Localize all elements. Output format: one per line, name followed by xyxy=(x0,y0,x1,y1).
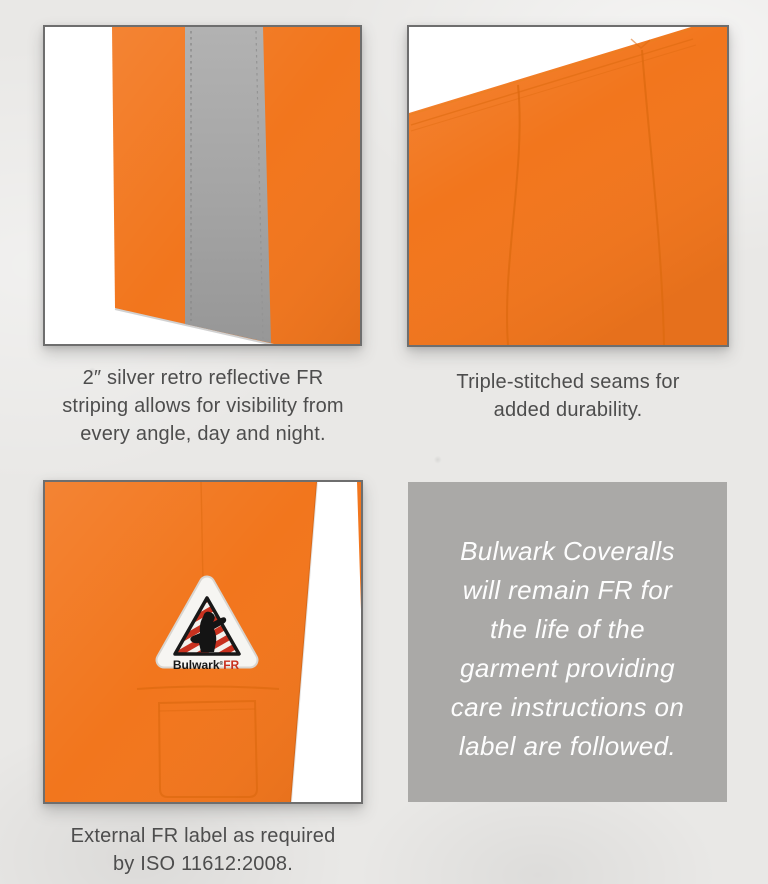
reflective-striping-illustration xyxy=(45,27,360,344)
caption-reflective-striping xyxy=(33,364,373,448)
patch-reg-mark: ® xyxy=(219,661,224,667)
caption-line: by ISO 11612:2008. xyxy=(112,853,294,875)
caption-line: every angle, day and night. xyxy=(80,423,326,445)
patch-fr-text: FR xyxy=(223,658,240,672)
silver-reflective-stripe xyxy=(185,27,271,343)
fr-label-illustration xyxy=(45,482,361,802)
quote-line: garment providing xyxy=(460,653,675,683)
fr-guarantee-note xyxy=(408,482,727,802)
caption-line: Triple-stitched seams for xyxy=(456,371,680,393)
caption-line: added durability. xyxy=(493,399,643,421)
quote-line: care instructions on xyxy=(450,692,685,722)
caption-line: External FR label as required xyxy=(70,825,336,847)
triple-stitched-seams-photo xyxy=(407,25,729,347)
quote-line: the life of the xyxy=(490,614,645,644)
caption-line: 2″ silver retro reflective FR xyxy=(82,367,324,389)
quote-line: will remain FR for xyxy=(462,575,673,605)
caption-external-fr-label xyxy=(33,822,373,878)
caption-line: striping allows for visibility from xyxy=(62,395,344,417)
seams-illustration xyxy=(409,27,727,345)
external-fr-label-photo xyxy=(43,480,363,804)
patch-wordmark xyxy=(173,658,240,672)
reflective-striping-photo xyxy=(43,25,362,346)
patch-brand-text: Bulwark xyxy=(172,658,220,672)
quote-line: Bulwark Coveralls xyxy=(460,536,675,566)
caption-triple-stitched-seams xyxy=(398,368,738,424)
quote-line: label are followed. xyxy=(458,731,677,761)
